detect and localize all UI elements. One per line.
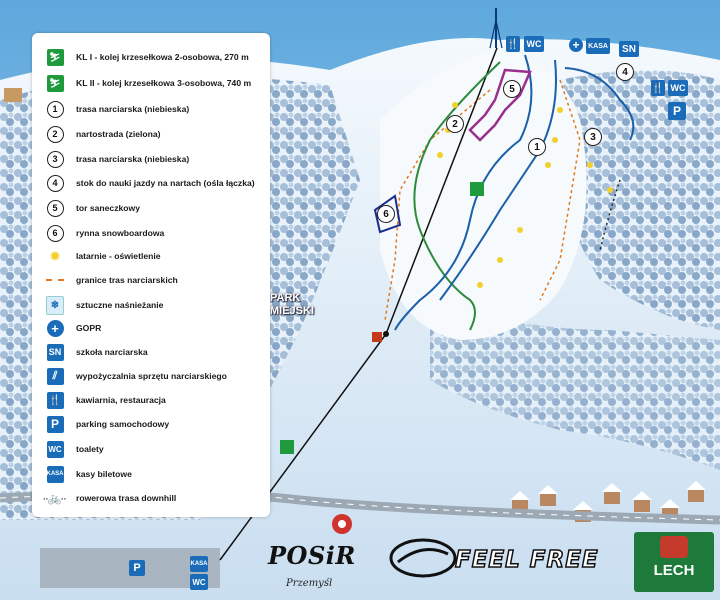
- legend-number: 2: [47, 126, 64, 143]
- legend-row: [32, 223, 270, 243]
- kasa-badge: KASA: [47, 466, 64, 483]
- legend-row: [32, 295, 270, 315]
- legend-row: [32, 464, 270, 484]
- legend-row: [32, 73, 270, 93]
- legend-label: rynna snowboardowa: [76, 228, 165, 238]
- cafe-icon: 🍴: [506, 36, 520, 52]
- legend-label: GOPR: [76, 323, 102, 333]
- map-wc-bottom: WC: [190, 574, 208, 590]
- legend-label: granice tras narciarskich: [76, 275, 178, 285]
- posir-city: Przemyśl: [286, 578, 333, 589]
- legend-label: kawiarnia, restauracja: [76, 395, 166, 405]
- legend-row: [32, 488, 270, 508]
- gopr-cross-icon: +: [46, 319, 64, 337]
- legend-row: [32, 99, 270, 119]
- legend-row: [32, 173, 270, 193]
- legend-label: stok do nauki jazdy na nartach (ośla łączka): [76, 178, 255, 188]
- legend-label: szkoła narciarska: [76, 347, 148, 357]
- legend-label: tor saneczkowy: [76, 203, 140, 213]
- legend-row: [32, 198, 270, 218]
- map-run-6: 6: [377, 205, 395, 223]
- legend-row: [32, 390, 270, 410]
- legend-label: latarnie - oświetlenie: [76, 251, 161, 261]
- feelfree-logo: FEEL FREE: [455, 547, 599, 573]
- wc-badge: WC: [47, 441, 64, 458]
- legend-row: [32, 414, 270, 434]
- legend-label: KL II - kolej krzesełkowa 3-osobowa, 740 m: [76, 78, 252, 88]
- legend-label: wypożyczalnia sprzętu narciarskiego: [76, 371, 227, 381]
- legend-number: 3: [47, 151, 64, 168]
- map-wc-top: WC: [524, 36, 544, 52]
- legend-row: [32, 246, 270, 266]
- park-label: PARK MIEJSKI: [270, 292, 315, 317]
- legend-row: [32, 439, 270, 459]
- lech-crest-icon: [660, 536, 688, 558]
- lift-kl-ii-marker-icon: [470, 182, 484, 196]
- map-sn: SN: [619, 41, 639, 57]
- legend-label: trasa narciarska (niebieska): [76, 154, 190, 164]
- legend-label: KL I - kolej krzesełkowa 2-osobowa, 270 m: [76, 52, 249, 62]
- map-run-4: 4: [616, 63, 634, 81]
- legend-row: [32, 366, 270, 386]
- map-parking-bottom: P: [129, 560, 145, 576]
- posir-logo: POSiR: [268, 541, 356, 570]
- legend-number: 5: [47, 200, 64, 217]
- map-parking-right: P: [668, 102, 686, 120]
- legend-row: [32, 47, 270, 67]
- parking-badge: P: [47, 416, 64, 433]
- snow-cannon-icon: ❄: [46, 296, 64, 314]
- map-run-5: 5: [503, 80, 521, 98]
- ski-school-badge: SN: [47, 344, 64, 361]
- legend-label: rowerowa trasa downhill: [76, 493, 177, 503]
- cafe-icon-right: 🍴: [651, 80, 665, 96]
- legend-row: [32, 342, 270, 362]
- map-run-3: 3: [584, 128, 602, 146]
- lech-logo: LECH: [634, 532, 714, 592]
- lift-chair3-icon: ⛷: [46, 74, 64, 92]
- gopr-icon: +: [569, 38, 583, 52]
- legend-row: [32, 270, 270, 290]
- legend-label: nartostrada (zielona): [76, 129, 161, 139]
- legend-label: kasy biletowe: [76, 469, 132, 479]
- map-run-1: 1: [528, 138, 546, 156]
- legend-label: trasa narciarska (niebieska): [76, 104, 190, 114]
- bike-trail-icon: ··🚲··: [42, 492, 66, 505]
- lift-chair2-icon: ⛷: [46, 48, 64, 66]
- map-kasa-bottom: KASA: [190, 556, 208, 572]
- legend-number: 6: [47, 225, 64, 242]
- feelfree-swoosh-icon: [388, 536, 458, 580]
- legend-label: sztuczne naśnieżanie: [76, 300, 164, 310]
- map-wc-right: WC: [668, 80, 688, 96]
- lift-station-icon: [372, 332, 382, 342]
- map-run-2: 2: [446, 115, 464, 133]
- legend-number: 4: [47, 175, 64, 192]
- legend-number: 1: [47, 101, 64, 118]
- cafe-icon: 🍴: [46, 391, 64, 409]
- legend-label: toalety: [76, 444, 104, 454]
- legend-row: [32, 149, 270, 169]
- posir-ball-icon: [330, 512, 354, 536]
- map-kasa-top: KASA: [586, 38, 610, 54]
- border-line-icon: [46, 271, 64, 289]
- legend-label: parking samochodowy: [76, 419, 170, 429]
- legend-row: [32, 318, 270, 338]
- lift-kl-i-marker-icon: [280, 440, 294, 454]
- legend-panel: [32, 33, 270, 517]
- lamp-icon: ✹: [49, 247, 61, 264]
- legend-row: [32, 124, 270, 144]
- ski-rental-icon: ⫽: [46, 367, 64, 385]
